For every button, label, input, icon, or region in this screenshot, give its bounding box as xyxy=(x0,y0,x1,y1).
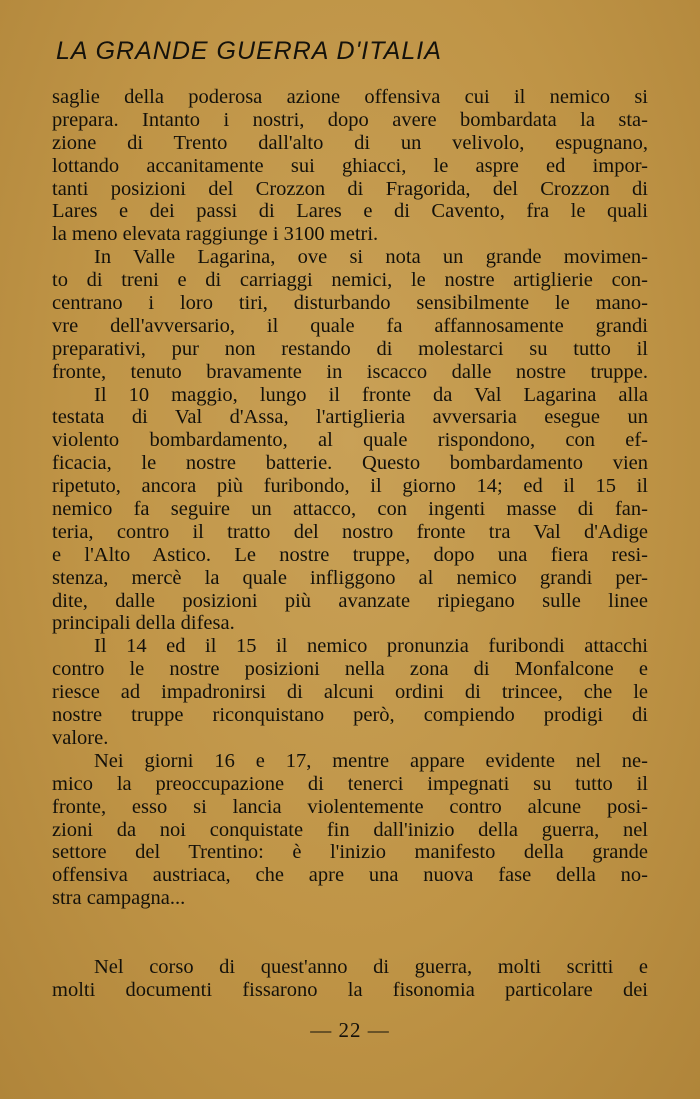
text-line: stra campagna... xyxy=(52,887,186,910)
text-line: In Valle Lagarina, ove si nota un grande movimen- xyxy=(94,246,648,269)
section-break xyxy=(52,910,648,956)
text-line: zioni da noi conquistate fin dall'inizio della guerra, nel xyxy=(52,818,648,841)
text-line: fronte, tenuto bravamente in iscacco dalle nostre truppe. xyxy=(52,360,648,383)
text-line: teria, contro il tratto del nostro fronte tra Val d'Adige xyxy=(52,520,648,543)
text-line: prepara. Intanto i nostri, dopo avere bombardata la sta- xyxy=(52,108,648,131)
text-line: principali della difesa. xyxy=(52,612,235,635)
text-line: la meno elevata raggiunge i 3100 metri. xyxy=(52,223,379,246)
page-number: — 22 — xyxy=(310,1018,390,1042)
text-line: Il 10 maggio, lungo il fronte da Val Lagarina alla xyxy=(94,383,648,406)
text-line: fronte, esso si lancia violentemente contro alcune posi- xyxy=(52,795,648,818)
text-line: offensiva austriaca, che apre una nuova fase della no- xyxy=(52,864,648,887)
text-line: contro le nostre posizioni nella zona di Monfalcone e xyxy=(52,658,648,681)
text-line: e l'Alto Astico. Le nostre truppe, dopo una fiera resi- xyxy=(52,543,648,566)
text-line: saglie della poderosa azione offensiva cui il nemico si xyxy=(52,86,648,108)
text-line: preparativi, pur non restando di molestarci su tutto il xyxy=(52,337,648,360)
text-line: to di treni e di carriaggi nemici, le nostre artiglierie con- xyxy=(52,269,648,292)
text-line: violento bombardamento, al quale rispondono, con ef- xyxy=(52,429,648,452)
text-line: molti documenti fissarono la fisonomia particolare dei xyxy=(52,978,648,1001)
running-head: LA GRANDE GUERRA D'ITALIA xyxy=(56,37,442,65)
text-line: centrano i loro tiri, disturbando sensibilmente le mano- xyxy=(52,292,648,315)
text-line: testata di Val d'Assa, l'artiglieria avversaria esegue un xyxy=(52,406,648,429)
text-line: nostre truppe riconquistano però, compiendo prodigi di xyxy=(52,704,648,727)
text-line: nemico fa seguire un attacco, con ingenti masse di fan- xyxy=(52,498,648,521)
text-line: riesce ad impadronirsi di alcuni ordini di trincee, che le xyxy=(52,681,648,704)
text-line: mico la preoccupazione di tenerci impegnati su tutto il xyxy=(52,772,648,795)
body-text xyxy=(52,86,648,1002)
text-line: ficacia, le nostre batterie. Questo bombardamento vien xyxy=(52,452,648,475)
text-line: dite, dalle posizioni più avanzate ripiegano sulle linee xyxy=(52,589,648,612)
text-line: vre dell'avversario, il quale fa affannosamente grandi xyxy=(52,314,648,337)
text-line: stenza, mercè la quale infliggono al nemico grandi per- xyxy=(52,566,648,589)
text-line: valore. xyxy=(52,726,109,749)
text-line: tanti posizioni del Crozzon di Fragorida, del Crozzon di xyxy=(52,177,648,200)
text-line: ripetuto, ancora più furibondo, il giorno 14; ed il 15 il xyxy=(52,475,648,498)
text-line: Lares e dei passi di Lares e di Cavento, fra le quali xyxy=(52,200,648,223)
text-line: lottando accanitamente sui ghiacci, le aspre ed impor- xyxy=(52,154,648,177)
text-line: Nel corso di quest'anno di guerra, molti scritti e xyxy=(94,956,648,979)
text-line: zione di Trento dall'alto di un velivolo, espugnano, xyxy=(52,131,648,154)
text-line: Il 14 ed il 15 il nemico pronunzia furibondi attacchi xyxy=(94,635,648,658)
text-line: Nei giorni 16 e 17, mentre appare evidente nel ne- xyxy=(94,749,648,772)
text-line: settore del Trentino: è l'inizio manifesto della grande xyxy=(52,841,648,864)
